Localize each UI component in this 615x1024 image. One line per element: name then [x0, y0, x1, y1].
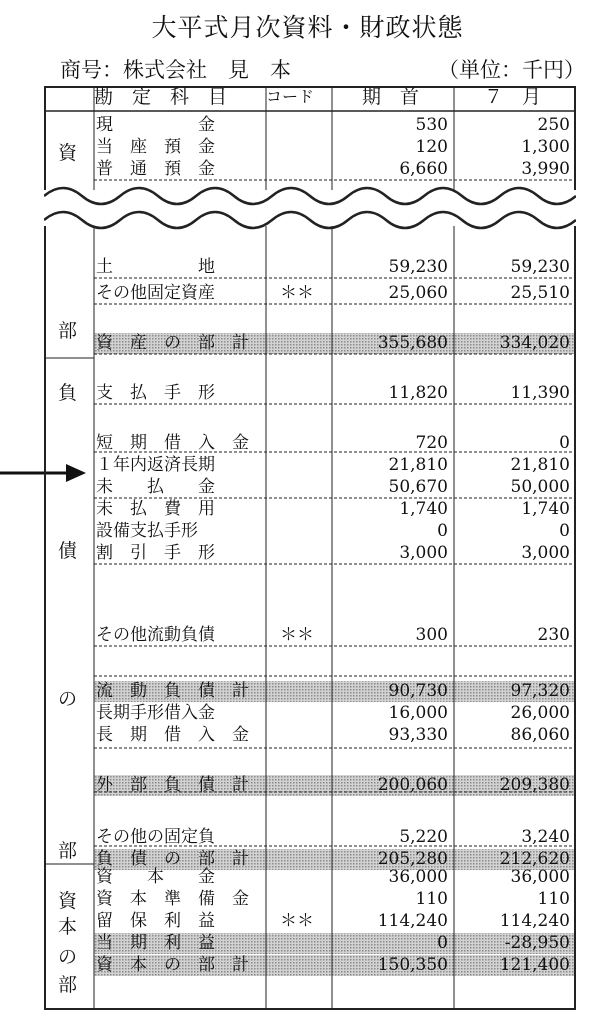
row-account: 外 部 負 債 計 [96, 775, 249, 795]
balance-sheet-table [44, 86, 576, 1010]
row-code: ＊＊ [280, 283, 314, 303]
row-month-value: 114,240 [499, 911, 570, 931]
row-account: 当 期 利 益 [96, 933, 215, 953]
row-account: その他流動負債 [96, 625, 215, 645]
row-account: 資 本 金 [96, 867, 215, 887]
report-title: 大平式月次資料・財政状態 [151, 13, 464, 42]
row-start-value: 0 [437, 933, 448, 953]
row-month-value: 86,060 [510, 725, 570, 745]
row-start-value: 50,670 [388, 477, 448, 497]
row-month-value: 1,740 [521, 499, 570, 519]
row-account: 留 保 利 益 [96, 911, 215, 931]
section-assets-2: 部 [58, 320, 78, 342]
row-month-value: 3,990 [521, 159, 570, 179]
row-start-value: 16,000 [388, 703, 448, 723]
row-account: 設備支払手形 [96, 521, 198, 541]
row-account: その他の固定負 [96, 827, 215, 847]
row-month-value: 59,230 [510, 257, 570, 277]
row-start-value: 205,280 [377, 849, 448, 869]
row-month-value: 3,000 [521, 543, 570, 563]
row-month-value: 250 [537, 115, 570, 135]
row-start-value: 0 [437, 521, 448, 541]
row-month-value: 3,240 [521, 827, 570, 847]
row-month-value: 11,390 [510, 383, 570, 403]
section-assets-1: 資 [58, 142, 78, 164]
row-start-value: 11,820 [388, 383, 448, 403]
row-account: 資 産 の 部 計 [96, 333, 249, 353]
row-month-value: 25,510 [510, 283, 570, 303]
row-account: 資 本 の 部 計 [96, 955, 249, 975]
row-account: 長 期 借 入 金 [96, 725, 249, 745]
row-start-value: 93,330 [388, 725, 448, 745]
section-capital-3: の [58, 946, 78, 968]
section-liab-2: 債 [58, 540, 78, 562]
row-month-value: 36,000 [510, 867, 570, 887]
row-account: 負 債 の 部 計 [96, 849, 249, 869]
row-account: 長期手形借入金 [96, 703, 215, 723]
row-month-value: -28,950 [504, 933, 570, 953]
row-start-value: 530 [415, 115, 448, 135]
section-liab-1: 負 [58, 382, 78, 404]
header-month: ７ 月 [484, 86, 542, 108]
row-start-value: 114,240 [377, 911, 448, 931]
row-start-value: 21,810 [388, 455, 448, 475]
row-start-value: 36,000 [388, 867, 448, 887]
row-month-value: 0 [559, 433, 570, 453]
row-month-value: 209,380 [499, 775, 570, 795]
company-name: 商号：株式会社 見 本 [60, 58, 291, 82]
row-start-value: 25,060 [388, 283, 448, 303]
row-month-value: 26,000 [510, 703, 570, 723]
row-account: 当 座 預 金 [96, 137, 215, 157]
row-month-value: 21,810 [510, 455, 570, 475]
row-month-value: 0 [559, 521, 570, 541]
unit-label: （単位：千円） [438, 58, 585, 82]
row-month-value: 230 [537, 625, 570, 645]
section-capital-1: 資 [58, 890, 78, 912]
row-account: 短 期 借 入 金 [96, 433, 249, 453]
row-start-value: 300 [415, 625, 448, 645]
row-start-value: 59,230 [388, 257, 448, 277]
header-account: 勘 定 科 目 [94, 86, 228, 108]
row-account: 現 金 [96, 115, 215, 135]
row-start-value: 200,060 [377, 775, 448, 795]
row-account: 土 地 [96, 257, 215, 277]
row-start-value: 355,680 [377, 333, 448, 353]
row-start-value: 3,000 [399, 543, 448, 563]
row-account: 支 払 手 形 [96, 383, 215, 403]
row-start-value: 110 [415, 889, 448, 909]
row-account: 資 本 準 備 金 [96, 889, 249, 909]
row-account: 未 払 費 用 [96, 499, 215, 519]
header-code: コード [266, 87, 315, 106]
header-start: 期 首 [362, 86, 420, 108]
row-start-value: 720 [415, 433, 448, 453]
row-start-value: 6,660 [399, 159, 448, 179]
section-liab-4: 部 [58, 840, 78, 862]
section-liab-3: の [58, 688, 78, 710]
row-month-value: 121,400 [499, 955, 570, 975]
row-start-value: 120 [415, 137, 448, 157]
row-account: １年内返済長期 [96, 455, 215, 475]
row-month-value: 50,000 [510, 477, 570, 497]
row-start-value: 1,740 [399, 499, 448, 519]
row-code: ＊＊ [280, 625, 314, 645]
row-month-value: 97,320 [510, 681, 570, 701]
row-account: その他固定資産 [96, 283, 215, 303]
row-account: 普 通 預 金 [96, 159, 215, 179]
row-account: 割 引 手 形 [96, 543, 215, 563]
row-month-value: 110 [537, 889, 570, 909]
row-code: ＊＊ [280, 911, 314, 931]
row-start-value: 90,730 [388, 681, 448, 701]
row-start-value: 5,220 [399, 827, 448, 847]
row-start-value: 150,350 [377, 955, 448, 975]
row-month-value: 1,300 [521, 137, 570, 157]
row-month-value: 334,020 [499, 333, 570, 353]
row-month-value: 212,620 [499, 849, 570, 869]
section-capital-2: 本 [58, 916, 78, 938]
row-account: 未 払 金 [96, 477, 215, 497]
row-account: 流 動 負 債 計 [96, 681, 249, 701]
section-capital-4: 部 [58, 974, 78, 996]
